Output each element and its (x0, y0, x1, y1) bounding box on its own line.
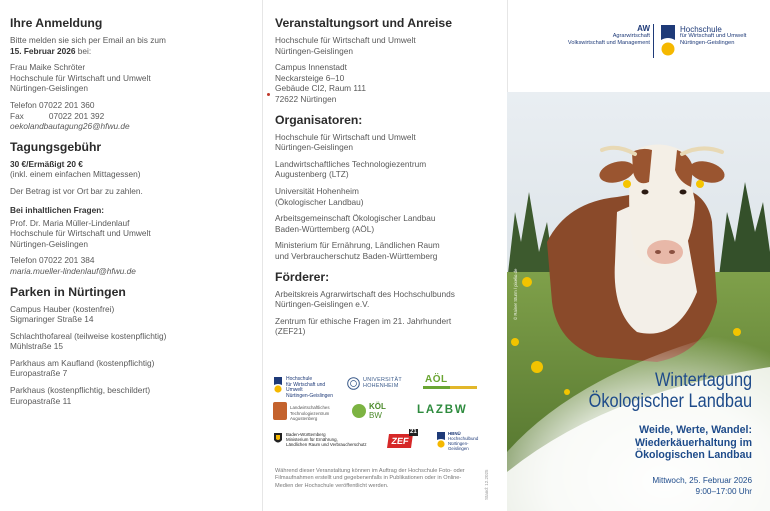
hbnue-mark-icon (436, 431, 446, 449)
fee-amount: 30 €/Ermäßigt 20 € (10, 158, 83, 169)
aw-logo: AW Agrarwirtschaft Volkswirtschaft und Management (567, 24, 650, 46)
event-title: Wintertagung Ökologischer Landbau (588, 370, 752, 412)
column-middle (262, 0, 507, 345)
registration-email-link[interactable]: oekolandbautagung26@hfwu.de (10, 121, 130, 132)
hohenheim-seal-icon (347, 377, 360, 390)
questions-contact: Prof. Dr. Maria Müller-Lindenlauf Hochschule für Wirtschaft und Umwelt Nürtingen-Geislingen (10, 217, 151, 249)
aoel-logo: AÖL (423, 374, 479, 392)
ltz-mark-icon (273, 402, 287, 420)
parking-section (10, 285, 262, 407)
organizer-item: Hochschule für Wirtschaft und Umwelt Nürtingen-Geislingen (275, 131, 416, 153)
header-divider (653, 24, 654, 58)
organizer-item: Ministerium für Ernährung, Ländlichen Raum und Verbraucherschutz Baden-Württemberg (275, 240, 440, 261)
photo-disclaimer: Während dieser Veranstaltung können im Auftrag der Hochschule Foto- oder Filmaufnahmen erstellt und gegebenenfalls in Publikationen oder in Online-Medien der Hochschule veröffentlicht werden. (275, 468, 465, 489)
registration-deadline: 15. Februar 2026 (10, 45, 76, 56)
ministry-logo: Baden-Württemberg Ministerium für Ernährung, Ländlichen Raum und Verbraucherschutz (273, 431, 369, 449)
event-time: 9:00–17:00 Uhr (695, 486, 752, 496)
organizers-section (275, 113, 507, 262)
registration-section (10, 16, 262, 132)
hbnue-logo: HBNÜ Hochschulbund Nürtingen-Geislingen (436, 429, 486, 451)
parking-item: Campus Hauber (kostenfrei) Sigmaringer Straße 14 (10, 303, 115, 325)
event-subtitle: Weide, Werte, Wandel: Wiederkäuerhaltung im Ökologischen Landbau (634, 424, 752, 461)
questions-phone: Telefon 07022 201 384 (10, 255, 95, 266)
hfwu-logo: Hochschule für Wirtschaft und Umwelt Nürtingen-Geislingen (273, 375, 333, 395)
registration-fax: 07022 201 392 (48, 110, 105, 121)
fee-note: (inkl. einem einfachen Mittagessen) (10, 169, 141, 180)
bw-coat-of-arms-icon (273, 432, 283, 446)
organizer-item: Landwirtschaftliches Technologiezentrum Augustenberg (LTZ) (275, 158, 427, 180)
venue-institution: Hochschule für Wirtschaft und Umwelt Nürtingen-Geislingen (275, 35, 416, 56)
fee-payment: Der Betrag ist vor Ort bar zu zahlen. (10, 185, 143, 196)
print-code: Stand: 12.2025 (484, 469, 489, 500)
organizer-item: Arbeitsgemeinschaft Ökologischer Landbau Baden-Württemberg (AÖL) (275, 213, 436, 234)
parking-item: Parkhaus am Kaufland (kostenpflichtig) Europastraße 7 (10, 357, 155, 379)
lazbw-logo: LAZBW (417, 404, 468, 416)
sponsor-item: Arbeitskreis Agrarwirtschaft des Hochschulbunds Nürtingen-Geislingen e.V. (275, 288, 455, 310)
marker-dot (267, 93, 270, 96)
cover-panel (507, 0, 770, 511)
hfwu-header-text: Hochschule für Wirtschaft und Umwelt Nürtingen-Geislingen (680, 25, 747, 46)
hfwu-logo-mark-icon (660, 24, 676, 58)
venue-address: Campus Innenstadt Neckarsteige 6–10 Gebäude CI2, Raum 111 72622 Nürtingen (275, 62, 367, 104)
sponsors-heading: Förderer: (275, 269, 330, 284)
hohenheim-logo: UNIVERSITÄT HOHENHEIM (347, 377, 407, 393)
registration-phone: Telefon 07022 201 360 (10, 99, 95, 110)
sponsors-section (275, 270, 507, 337)
venue-section (275, 16, 507, 105)
event-date: Mittwoch, 25. Februar 2026 9:00–17:00 Uhr (652, 476, 752, 496)
questions-heading: Bei inhaltlichen Fragen: (10, 204, 105, 215)
ltz-logo: Landwirtschaftliches Technologiezentrum Augustenberg (273, 402, 333, 422)
zef21-logo: ZEF 21 (388, 429, 420, 451)
registration-heading: Ihre Anmeldung (10, 16, 103, 30)
registration-phone-block: Telefon 07022 201 360 Fax 07022 201 392 oekolandbautagung26@hfwu.de (10, 99, 130, 132)
registration-intro: Bitte melden sie sich per Email an bis zum 15. Februar 2026 bei: (10, 35, 166, 56)
organizer-item: Universität Hohenheim (Ökologischer Landbau) (275, 185, 364, 207)
parking-item: Parkhaus (kostenpflichtig, beschildert) Europastraße 11 (10, 385, 151, 406)
fee-section (10, 140, 262, 197)
registration-contact: Frau Maike Schröter Hochschule für Wirtschaft und Umwelt Nürtingen-Geislingen (10, 62, 151, 94)
organizers-heading: Organisatoren: (275, 112, 363, 127)
koel-mark-icon (352, 404, 366, 418)
aoel-stripe (423, 386, 477, 389)
fee-heading: Tagungsgebühr (10, 139, 102, 154)
parking-heading: Parken in Nürtingen (10, 284, 126, 299)
venue-heading: Veranstaltungsort und Anreise (275, 16, 452, 30)
cover-header (507, 20, 770, 70)
partner-logos (273, 371, 488, 456)
sponsor-item: Zentrum für ethische Fragen im 21. Jahrhundert (ZEF21) (275, 315, 452, 337)
questions-email-link[interactable]: maria.mueller-lindenlauf@hfwu.de (10, 265, 136, 276)
column-left (0, 0, 262, 414)
parking-item: Schlachthofareal (teilweise kostenpflichtig) Mühlstraße 15 (10, 330, 167, 352)
koel-logo: KÖL BW (352, 401, 396, 423)
questions-section (10, 205, 262, 277)
photo-credit: © Rainer Sturm / pixelio.de (513, 268, 518, 320)
hfwu-mark-icon (273, 376, 283, 394)
